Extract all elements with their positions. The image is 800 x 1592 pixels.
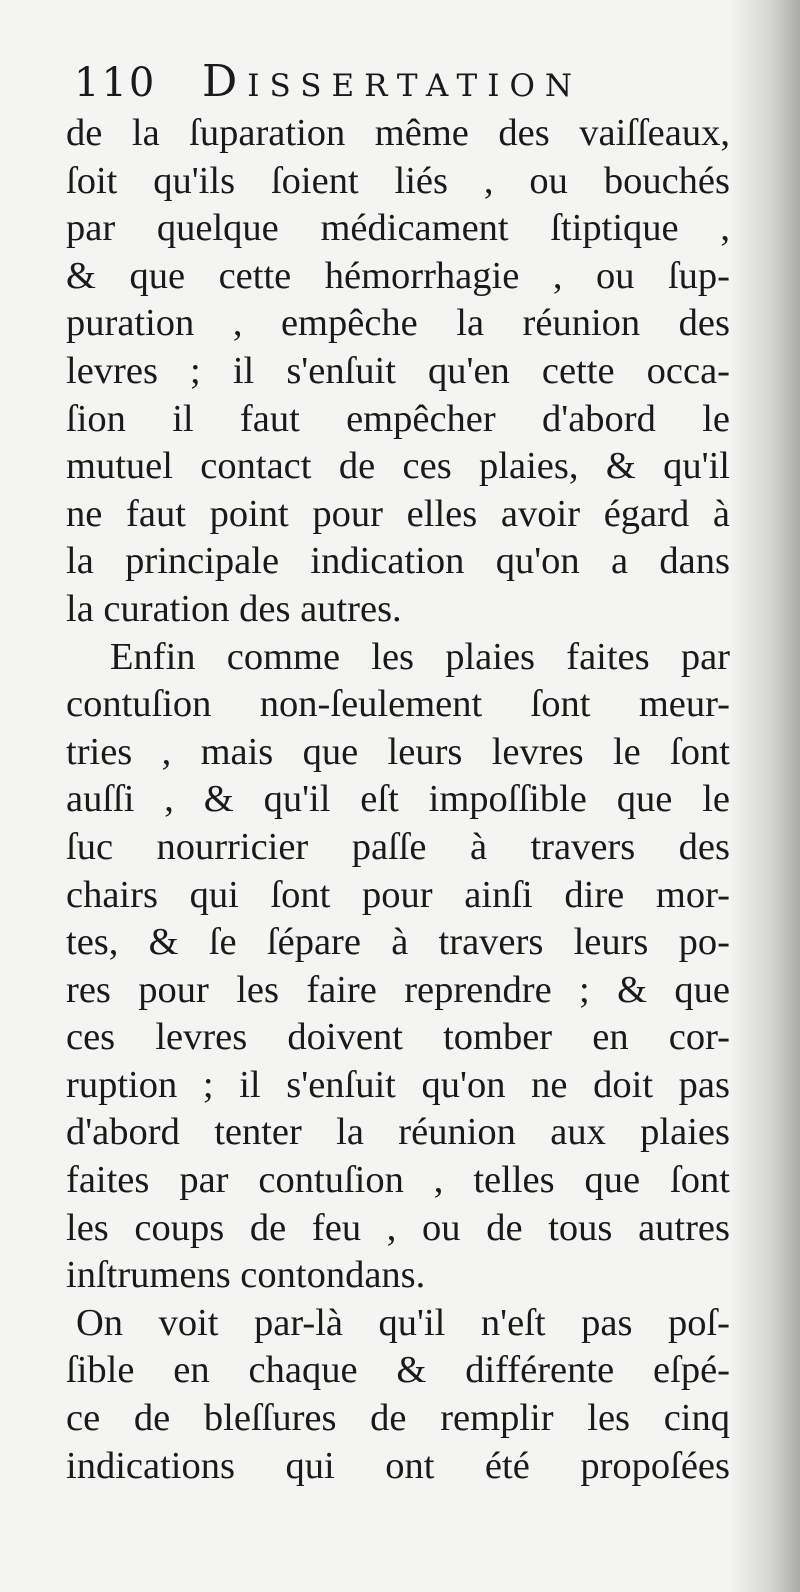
text-line: res pour les faire reprendre ; & que <box>66 968 730 1011</box>
text-line: de la ſuparation même des vaiſſeaux, <box>66 112 730 154</box>
text-line: faites par contuſion , telles que ſont <box>66 1159 730 1202</box>
text-line: par quelque médicament ſtiptique , <box>66 207 730 250</box>
text-line: ſuc nourricier paſſe à travers des <box>66 825 730 868</box>
text-line: les coups de feu , ou de tous autres <box>66 1206 730 1249</box>
text-line: & que cette hémorrhagie , ou ſup- <box>66 254 730 297</box>
text-line: ſion il faut empêcher d'abord le <box>66 397 730 440</box>
text-line: la curation des autres. <box>66 587 402 630</box>
text-line: ruption ; il s'enſuit qu'on ne doit pas <box>66 1063 730 1106</box>
text-line: tries , mais que leurs levres le ſont <box>66 730 730 773</box>
text-line: indications qui ont été propoſées <box>66 1444 730 1487</box>
text-line: Enfin comme les plaies faites par <box>110 635 730 678</box>
text-line: mutuel contact de ces plaies, & qu'il <box>66 445 730 488</box>
text-line: tes, & ſe ſépare à travers leurs po- <box>66 921 730 964</box>
text-line: ſoit qu'ils ſoient liés , ou bouchés <box>66 159 730 202</box>
text-line: inſtrumens contondans. <box>66 1254 426 1297</box>
text-line: levres ; il s'enſuit qu'en cette occa- <box>66 349 730 392</box>
body-text <box>66 110 730 1490</box>
text-line: chairs qui ſont pour ainſi dire mor- <box>66 873 730 916</box>
text-line: la principale indication qu'on a dans <box>66 540 730 583</box>
text-line: On voit par-là qu'il n'eſt pas poſ- <box>76 1301 730 1344</box>
text-line: contuſion non-ſeulement ſont meur- <box>66 683 730 726</box>
text-line: d'abord tenter la réunion aux plaies <box>66 1111 730 1154</box>
text-line: ne faut point pour elles avoir égard à <box>66 492 730 535</box>
page-header <box>74 50 734 110</box>
text-line: auſſi , & qu'il eſt impoſſible que le <box>66 778 730 821</box>
page-edge-shadow <box>730 0 800 1592</box>
running-title: Dissertation <box>202 56 583 107</box>
text-line: ſible en chaque & différente eſpé- <box>66 1349 730 1392</box>
text-line: ces levres doivent tomber en cor- <box>66 1016 730 1059</box>
text-line: puration , empêche la réunion des <box>66 302 730 345</box>
page-number: 110 <box>74 60 157 106</box>
text-line: ce de bleſſures de remplir les cinq <box>66 1397 730 1440</box>
